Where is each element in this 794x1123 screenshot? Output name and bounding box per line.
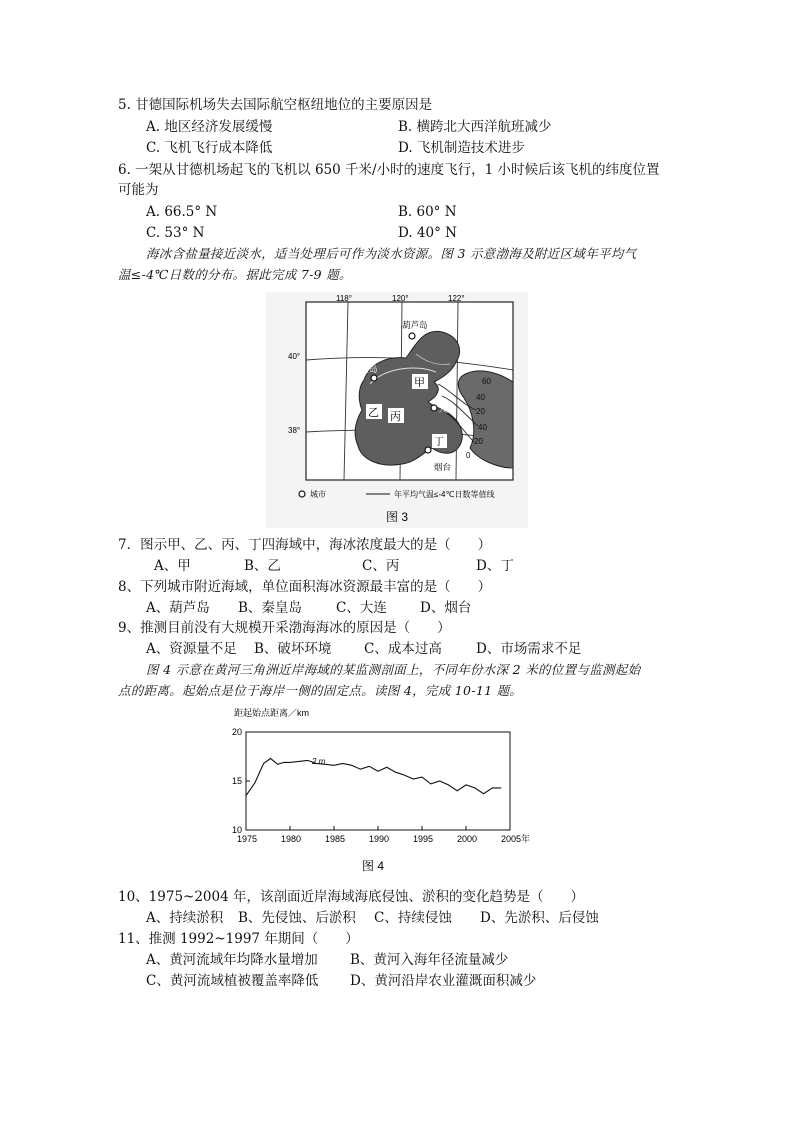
chart-y-tick-label: 10 [232,825,243,835]
question-8-option-d: D、烟台 [420,600,472,616]
question-6-option-d: D. 40° N [398,225,457,241]
contour-label-20a: 20 [476,407,485,416]
sea-region-ding: 丁 [434,437,444,448]
question-9-option-d: D、市场需求不足 [476,641,582,657]
city-yantai: 烟台 [434,462,452,472]
question-7-option-d: D、丁 [476,558,514,574]
question-7-option-a: A、甲 [154,558,191,574]
sea-region-yi: 乙 [368,407,379,419]
contour-label-40a: 40 [476,393,485,402]
question-10-option-b: B、先侵蚀、后淤积 [238,910,356,926]
question-6-option-c: C. 53° N [146,225,205,241]
figure-3-caption: 图 3 [386,510,409,524]
contour-label-0: 0 [466,451,471,460]
chart-x-tick-label: 1995 [413,834,434,844]
legend-city-label: 城市 [310,490,326,499]
chart-x-tick-label: 1985 [325,834,346,844]
intro-7-9: 海冰含盐量接近淡水，适当处理后可作为淡水资源。图 3 示意渤海及附近区域年平均气 [146,246,637,261]
question-10-stem: 10、1975~2004 年，该剖面近岸海域海底侵蚀、淤积的变化趋势是（ ） [118,889,584,905]
city-qinhuangdao: 秦皇岛 [352,364,378,374]
sea-region-jia: 甲 [414,377,425,389]
question-9-option-b: B、破坏环境 [254,641,332,657]
question-11-option-a: A、黄河流域年均降水量增加 [146,952,318,968]
question-5-option-d: D. 飞机制造技术进步 [398,140,525,156]
intro-10-11-cont: 点的距离。起始点是位于海岸一侧的固定点。读图 4，完成 10-11 题。 [118,683,523,698]
question-7-option-b: B、乙 [244,558,281,574]
question-5-option-a: A. 地区经济发展缓慢 [146,119,273,135]
lon-label-120: 120° [392,294,409,303]
lat-label-40: 40° [288,352,301,361]
figure-4-caption: 图 4 [362,859,385,873]
chart-plot-area [246,732,510,830]
question-9-stem: 9、推测目前没有大规模开采渤海海冰的原因是（ ） [118,620,451,636]
question-8-option-a: A、葫芦岛 [146,600,210,616]
chart-x-tick-label: 1990 [369,834,390,844]
city-huludao: 葫芦岛 [402,320,428,330]
legend-contour-label: 年平均气温≤-4℃日数等值线 [394,490,495,499]
chart-x-tick-label: 1975 [237,834,258,844]
chart-y-tick-label: 20 [232,727,243,737]
figure-3-map [266,292,528,528]
question-10-option-c: C、持续侵蚀 [374,910,452,926]
figure-4-chart [228,702,538,878]
question-11-option-d: D、黄河沿岸农业灌溉面积减少 [350,973,537,989]
chart-y-axis-label: 距起始点距离／km [234,708,309,718]
question-7-stem: 7．图示甲、乙、丙、丁四海域中，海冰浓度最大的是（ ） [118,537,492,553]
lat-label-38: 38° [288,426,301,435]
question-6-stem: 6. 一架从甘德机场起飞的飞机以 650 千米/小时的速度飞行，1 小时候后该飞机的纬度位置 [118,162,660,178]
question-6-stem-cont: 可能为 [118,182,159,198]
question-9-option-a: A、资源量不足 [146,641,237,657]
question-8-option-c: C、大连 [336,600,387,616]
contour-label-60: 60 [482,377,491,386]
question-8-stem: 8、下列城市附近海域，单位面积海冰资源最丰富的是（ ） [118,579,492,595]
question-10-option-a: A、持续淤积 [146,910,224,926]
chart-y-tick-label: 15 [232,776,243,786]
chart-series-label: 2 m [312,757,326,766]
question-8-option-b: B、秦皇岛 [238,600,302,616]
question-10-option-d: D、先淤积、后侵蚀 [480,910,599,926]
question-6-option-a: A. 66.5° N [146,204,218,220]
chart-x-tick-label: 2000 [457,834,478,844]
contour-label-40b: 40 [478,423,487,432]
lon-label-122: 122° [448,294,465,303]
question-11-option-c: C、黄河流域植被覆盖率降低 [146,973,319,989]
question-11-stem: 11、推测 1992~1997 年期间（ ） [118,931,359,947]
question-5-option-b: B. 横跨北大西洋航班减少 [398,119,552,135]
question-7-option-c: C、丙 [362,558,400,574]
sea-region-bing: 丙 [390,411,401,423]
question-6-option-b: B. 60° N [398,204,457,220]
question-11-option-b: B、黄河入海年径流量减少 [350,952,509,968]
chart-series-2m-line [246,759,501,796]
city-dalian: 大连 [438,404,457,414]
question-9-option-c: C、成本过高 [364,641,442,657]
intro-7-9-cont: 温≤-4℃日数的分布。据此完成 7-9 题。 [118,267,352,282]
chart-x-tick-label: 2005年 [501,834,531,844]
question-5-option-c: C. 飞机飞行成本降低 [146,140,273,156]
question-5-stem: 5. 甘德国际机场失去国际航空枢纽地位的主要原因是 [118,97,433,113]
intro-10-11: 图 4 示意在黄河三角洲近岸海域的某监测剖面上，不同年份水深 2 米的位置与监测起始 [146,662,641,677]
contour-label-20b: 20 [474,437,483,446]
lon-label-118: 118° [336,294,352,303]
chart-x-tick-label: 1980 [281,834,302,844]
